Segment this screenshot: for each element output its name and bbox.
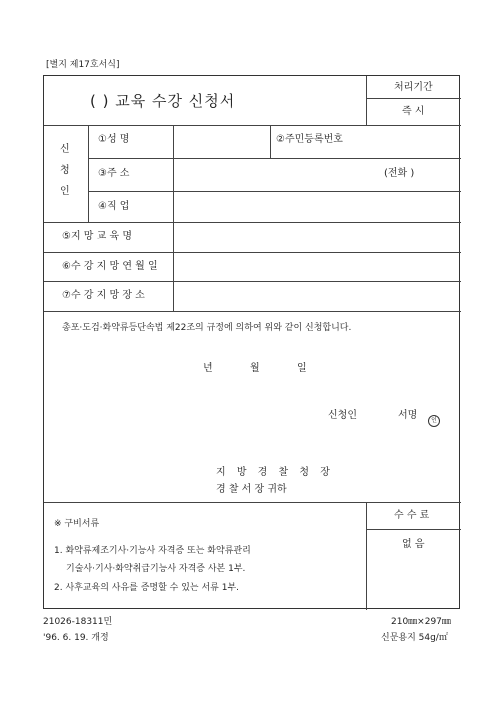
recipient-line-1: 지 방 경 찰 청 장 bbox=[216, 467, 334, 478]
line-applicant-bottom bbox=[44, 222, 461, 223]
line-date-bottom bbox=[44, 281, 461, 282]
processing-label: 처리기간 bbox=[394, 82, 433, 93]
seal-icon: 인 bbox=[428, 415, 440, 427]
document-item-1a: 1. 화약류제조기사·기능사 자격증 또는 화약류관리 bbox=[54, 546, 251, 556]
footer-revision: '96. 6. 19. 개정 bbox=[43, 633, 109, 643]
name-label: ①성 명 bbox=[98, 134, 130, 145]
applicant-label-char-2: 청 bbox=[60, 165, 70, 176]
applicant-sign-label: 신청인 bbox=[328, 410, 357, 421]
applicant-label-char-1: 신 bbox=[60, 144, 70, 155]
year-label: 년 bbox=[203, 363, 213, 374]
footer-code: 21026-18311민 bbox=[43, 617, 113, 627]
line-statement-bottom bbox=[44, 502, 461, 503]
line-name-bottom bbox=[88, 158, 461, 159]
line-fee-column bbox=[366, 502, 367, 610]
seal-mark bbox=[428, 409, 440, 427]
line-name-divider bbox=[270, 125, 271, 158]
fee-label: 수 수 료 bbox=[394, 510, 430, 521]
line-fee-divider bbox=[366, 529, 461, 530]
document-item-1b: 기술사·기사·화약취급기능사 자격증 사본 1부. bbox=[66, 564, 246, 574]
phone-label: (전화 ) bbox=[384, 168, 415, 179]
recipient-line-2: 경 찰 서 장 귀하 bbox=[216, 484, 287, 495]
sign-label: 서명 bbox=[398, 410, 418, 421]
line-label-column bbox=[173, 125, 174, 311]
document-item-2: 2. 사후교육의 사유를 증명할 수 있는 서류 1부. bbox=[54, 583, 239, 593]
month-label: 월 bbox=[250, 363, 260, 374]
line-header-bottom bbox=[44, 125, 461, 126]
processing-value: 즉 시 bbox=[402, 106, 425, 117]
line-address-bottom bbox=[88, 191, 461, 192]
form-title: ( ) 교육 수강 신청서 bbox=[90, 92, 236, 110]
course-label: ⑤지 망 교 육 명 bbox=[62, 231, 132, 242]
documents-header: ※ 구비서류 bbox=[54, 519, 100, 529]
resident-number-label: ②주민등록번호 bbox=[276, 134, 343, 145]
line-course-bottom bbox=[44, 252, 461, 253]
line-processing bbox=[366, 98, 461, 99]
place-label: ⑦수 강 지 망 장 소 bbox=[62, 290, 145, 301]
line-applicant-group bbox=[88, 125, 89, 222]
footer-paper: 신문용지 54g/㎡ bbox=[381, 633, 448, 643]
form-code: [별지 제17호서식] bbox=[46, 60, 120, 70]
line-place-bottom bbox=[44, 311, 461, 312]
footer-size: 210㎜×297㎜ bbox=[391, 617, 451, 627]
day-label: 일 bbox=[297, 363, 307, 374]
application-form bbox=[43, 75, 460, 609]
statement-text: 총포·도검·화약류등단속법 제22조의 규정에 의하여 위와 같이 신청합니다. bbox=[62, 323, 352, 333]
line-header-divider bbox=[366, 76, 367, 125]
fee-value: 없 음 bbox=[402, 539, 425, 550]
applicant-label-char-3: 인 bbox=[60, 186, 70, 197]
date-label: ⑥수 강 지 망 연 월 일 bbox=[62, 261, 158, 272]
address-label: ③주 소 bbox=[98, 168, 130, 179]
job-label: ④직 업 bbox=[98, 201, 130, 212]
